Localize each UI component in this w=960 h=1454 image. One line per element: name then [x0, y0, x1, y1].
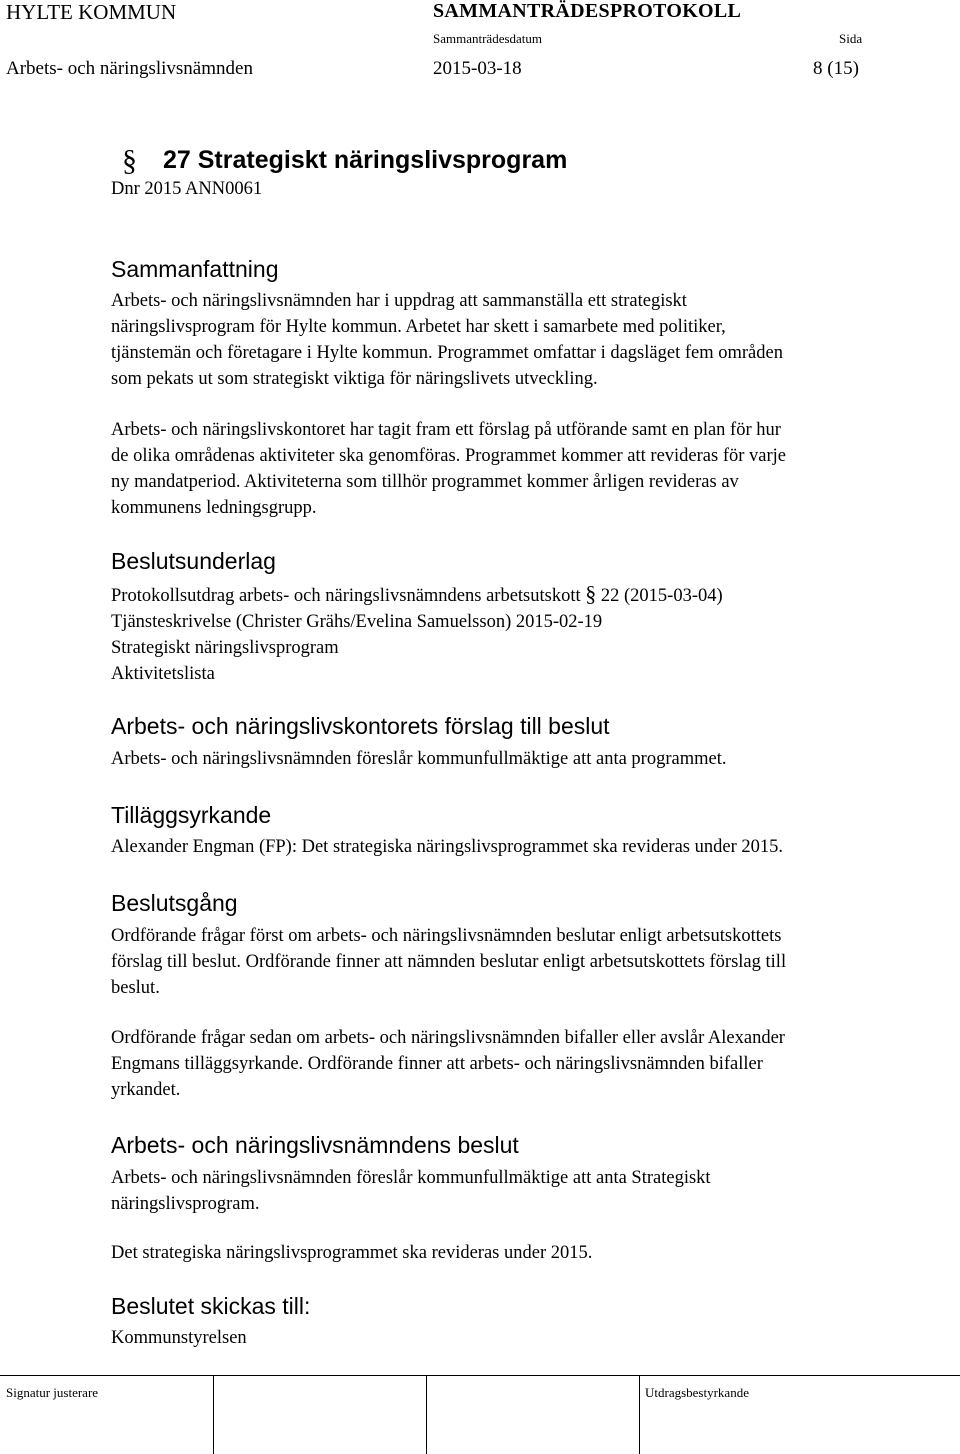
text-line: yrkandet. [111, 1080, 181, 1100]
underlag-item: Strategiskt näringslivsprogram [111, 638, 339, 658]
text-line: kommunens ledningsgrupp. [111, 498, 317, 518]
text-line: ny mandatperiod. Aktiviteterna som tillhör programmet kommer årligen revideras av [111, 472, 739, 492]
text-line: näringslivsprogram. [111, 1194, 260, 1214]
text-line: Arbets- och näringslivsnämnden föreslår kommunfullmäktige att anta programmet. [111, 749, 727, 769]
text-line: Arbets- och näringslivsnämnden har i uppdrag att sammanställa ett strategiskt [111, 291, 687, 311]
heading-beslut: Arbets- och näringslivsnämndens beslut [111, 1132, 519, 1158]
text-line: beslut. [111, 978, 160, 998]
summary-paragraph-1 [111, 288, 931, 392]
underlag-paragraf: 22 (2015-03-04) [600, 586, 723, 606]
text-line: Kommunstyrelsen [111, 1328, 247, 1348]
text-line: de olika områdenas aktiviteter ska genomföras. Programmet kommer att revideras för varje [111, 446, 787, 466]
text-line: Arbets- och näringslivsnämnden föreslår kommunfullmäktige att anta Strategiskt [111, 1168, 711, 1188]
tillagg-text [111, 834, 931, 860]
text-line: Det strategiska näringslivsprogrammet ska revideras under 2015. [111, 1243, 593, 1263]
document-type: SAMMANTRÄDESPROTOKOLL [433, 0, 742, 22]
text-line: Ordförande frågar sedan om arbets- och näringslivsnämnden bifaller eller avslår Alexander [111, 1028, 785, 1048]
underlag-item [111, 581, 931, 609]
text-line: som pekats ut som strategiskt viktiga för näringslivets utveckling. [111, 369, 598, 389]
text-line: Arbets- och näringslivskontoret har tagit fram ett förslag på utförande samt en plan för hur [111, 420, 781, 440]
underlag-item: Aktivitetslista [111, 664, 215, 684]
heading-skickas-till: Beslutet skickas till: [111, 1293, 311, 1319]
signature-box-divider-2 [426, 1375, 427, 1454]
dnr: Dnr 2015 ANN0061 [111, 179, 263, 199]
heading-sammanfattning: Sammanfattning [111, 256, 279, 282]
utdragsbestyrkande-label: Utdragsbestyrkande [645, 1385, 749, 1400]
meeting-date: 2015-03-18 [433, 58, 522, 79]
signature-box-divider-1 [213, 1375, 214, 1454]
text-line: Engmans tilläggsyrkande. Ordförande finner att arbets- och näringslivsnämnden bifaller [111, 1054, 763, 1074]
text-line: tjänstemän och företagare i Hylte kommun. Programmet omfattar i dagsläget fem områden [111, 343, 783, 363]
section-symbol: § [122, 144, 137, 177]
signatur-justerare-label: Signatur justerare [6, 1385, 99, 1400]
org-name: HYLTE KOMMUN [6, 0, 177, 24]
beslutsgang-paragraph-2 [111, 1025, 931, 1103]
beslut-paragraph-1 [111, 1165, 931, 1217]
heading-forslag: Arbets- och näringslivskontorets förslag till beslut [111, 713, 610, 739]
underlag-protokoll: Protokollsutdrag arbets- och näringslivsnämndens arbetsutskott [111, 586, 581, 606]
text-line: Ordförande frågar först om arbets- och näringslivsnämnden beslutar enligt arbetsutskottets [111, 926, 782, 946]
forslag-text [111, 746, 931, 772]
summary-paragraph-2 [111, 417, 931, 521]
signature-box-divider-3 [639, 1375, 640, 1454]
text-line: näringslivsprogram för Hylte kommun. Arbetet har skett i samarbete med politiker, [111, 317, 726, 337]
section-symbol: § [585, 581, 597, 606]
underlag-item: Tjänsteskrivelse (Christer Grähs/Evelina Samuelsson) 2015-02-19 [111, 612, 603, 632]
footer-divider [0, 1375, 960, 1376]
heading-beslutsgang: Beslutsgång [111, 890, 238, 916]
beslut-paragraph-2 [111, 1240, 931, 1266]
committee-name: Arbets- och näringslivsnämnden [6, 58, 253, 79]
heading-tillaggsyrkande: Tilläggsyrkande [111, 802, 272, 828]
heading-beslutsunderlag: Beslutsunderlag [111, 548, 276, 574]
recipient [111, 1325, 931, 1351]
beslutsgang-paragraph-1 [111, 923, 931, 1001]
text-line: förslag till beslut. Ordförande finner att nämnden beslutar enligt arbetsutskottets förslag till [111, 952, 787, 972]
item-title: 27 Strategiskt näringslivsprogram [163, 146, 568, 174]
page-label: Sida [839, 31, 863, 46]
text-line: Alexander Engman (FP): Det strategiska näringslivsprogrammet ska revideras under 2015. [111, 837, 783, 857]
date-label: Sammanträdesdatum [433, 31, 543, 46]
beslutsunderlag-list [111, 581, 931, 687]
page-number: 8 (15) [813, 58, 859, 79]
